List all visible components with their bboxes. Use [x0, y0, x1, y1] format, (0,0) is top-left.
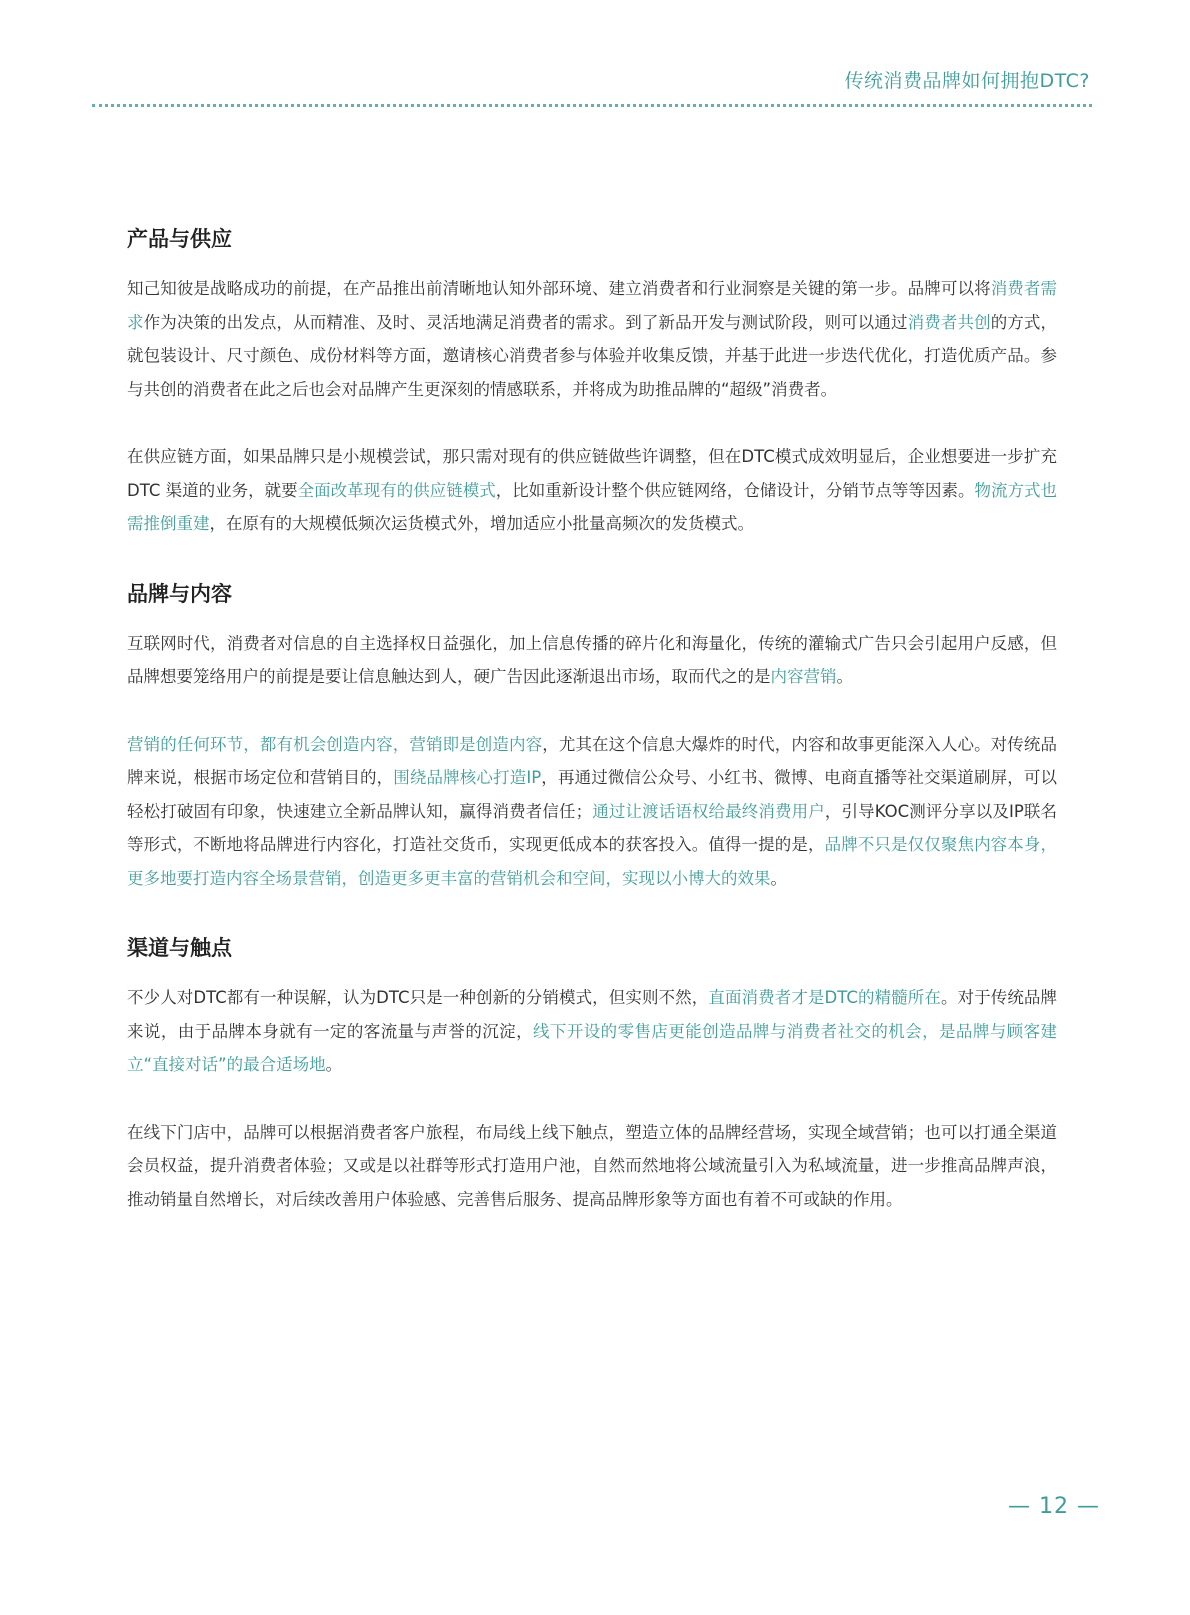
body-text: 在线下门店中，品牌可以根据消费者客户旅程，布局线上线下触点，塑造立体的品牌经营场，实现全域营销；也可以打通全渠道会员权益，提升消费者体验；又或是以社群等形式打造用户池，自然而然地将公域流量引入为私域流量，进一步推高品牌声浪，推动销量自然增长，对后续改善用户体验感、完善售后服务、提高品牌形象等方面也有着不可或缺的作用。 — [127, 1122, 1057, 1209]
section-product-supply — [127, 224, 1057, 541]
paragraph — [127, 440, 1057, 541]
highlighted-text: 通过让渡话语权给最终消费用户 — [592, 801, 825, 821]
body-text: 。 — [770, 868, 787, 888]
body-text: ，再通过微信公众号、小红书、微博、电商直播等社交渠道刷屏，可以轻松打破固有印象，快速建立全新品牌认知，赢得消费者信任； — [127, 768, 1057, 821]
body-text: 互联网时代，消费者对信息的自主选择权日益强化，加上信息传播的碎片化和海量化，传统的灌输式广告只会引起用户反感，但品牌想要笼络用户的前提是要让信息触达到人，硬广告因此逐渐退出市场，取而代之的是 — [127, 633, 1057, 686]
section-title: 渠道与触点 — [127, 936, 232, 960]
paragraph — [127, 981, 1057, 1082]
body-text: 。 — [325, 1055, 343, 1074]
body-text: 。对于传统品牌来说，由于品牌本身就有一定的客流量与声誉的沉淀， — [127, 988, 1058, 1041]
highlighted-text: 物流方式也需推倒重建 — [127, 480, 1057, 533]
highlighted-text: 消费者需求 — [127, 279, 1058, 332]
paragraph — [127, 1116, 1057, 1217]
body-text: ，比如重新设计整个供应链网络，仓储设计，分销节点等等因素。 — [495, 480, 975, 500]
highlighted-text: 品牌不只是仅仅聚焦内容本身，更多地要打造内容全场景营销，创造更多更丰富的营销机会和空间，实现以小博大的效果 — [127, 835, 1058, 888]
header-dotted-divider — [92, 104, 1092, 107]
page-number: — 12 — — [1008, 1494, 1100, 1519]
paragraph — [127, 272, 1057, 406]
highlighted-text: 消费者共创 — [907, 312, 991, 332]
highlighted-text: 内容营销 — [770, 667, 837, 686]
article-body — [127, 224, 1057, 1254]
paragraph — [127, 627, 1057, 694]
highlighted-text: 营销的任何环节，都有机会创造内容，营销即是创造内容 — [127, 734, 543, 754]
highlighted-text: 直面消费者才是DTC的精髓所在 — [708, 988, 941, 1007]
body-text: 不少人对DTC都有一种误解，认为DTC只是一种创新的分销模式，但实则不然， — [127, 988, 709, 1007]
highlighted-text: 全面改革现有的供应链模式 — [297, 480, 496, 500]
body-text: 在供应链方面，如果品牌只是小规模尝试，那只需对现有的供应链做些许调整，但在DTC模式成效明显后，企业想要进一步扩充DTC 渠道的业务，就要 — [127, 447, 1057, 500]
paragraph — [127, 728, 1057, 896]
body-text: 作为决策的出发点，从而精准、及时、灵活地满足消费者的需求。到了新品开发与测试阶段，则可以通过 — [143, 312, 908, 332]
section-brand-content — [127, 579, 1057, 896]
section-channel-touchpoint — [127, 933, 1057, 1216]
body-text: 的方式，就包装设计、尺寸颜色、成份材料等方面，邀请核心消费者参与体验并收集反馈，并基于此进一步迭代优化，打造优质产品。参与共创的消费者在此之后也会对品牌产生更深刻的情感联系，并将成为助推品牌的“超级”消费者。 — [127, 312, 1058, 399]
body-text: ，尤其在这个信息大爆炸的时代，内容和故事更能深入人心。对传统品牌来说，根据市场定位和营销目的， — [127, 734, 1058, 787]
body-text: ，引导KOC测评分享以及IP联名等形式，不断地将品牌进行内容化，打造社交货币，实现更低成本的获客投入。值得一提的是， — [127, 801, 1058, 854]
body-text: 知己知彼是战略成功的前提，在产品推出前清晰地认知外部环境、建立消费者和行业洞察是关键的第一步。品牌可以将 — [127, 279, 991, 298]
section-title: 产品与供应 — [127, 227, 232, 251]
section-title: 品牌与内容 — [127, 581, 232, 606]
highlighted-text: 线下开设的零售店更能创造品牌与消费者社交的机会，是品牌与顾客建立“直接对话”的最合适场地 — [127, 1021, 1058, 1074]
highlighted-text: 围绕品牌核心打造IP — [393, 768, 542, 787]
body-text: 。 — [836, 667, 853, 686]
body-text: ，在原有的大规模低频次运货模式外，增加适应小批量高频次的发货模式。 — [209, 514, 754, 533]
running-header: 传统消费品牌如何拥抱DTC? — [844, 70, 1090, 92]
